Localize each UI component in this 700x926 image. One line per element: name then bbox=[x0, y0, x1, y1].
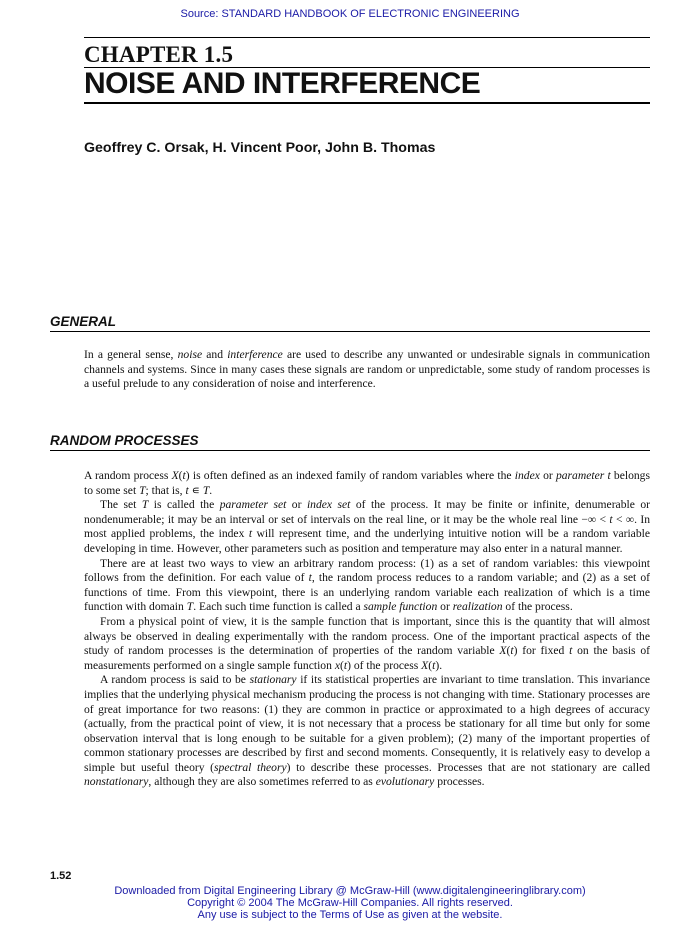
paragraph: A random process X(t) is often defined as an indexed family of random variables where the index or parameter t belongs to some set T; that is, t ∊ T. bbox=[84, 469, 650, 497]
page-number: 1.52 bbox=[50, 870, 72, 882]
footer-copyright: Copyright © 2004 The McGraw-Hill Companies. All rights reserved. bbox=[187, 897, 513, 909]
chapter-title: NOISE AND INTERFERENCE bbox=[84, 67, 481, 100]
chapter-label: CHAPTER 1.5 bbox=[84, 42, 234, 67]
paragraph: From a physical point of view, it is the sample function that is important, since this is the quantity that will almost always be observed in dealing experimentally with the random process. One of the important practical aspects of the study of random processes is the determination of properties of the random variable X(t) for fixed t on the basis of measurements performed on a single sample function x(t) of the process X(t). bbox=[84, 614, 650, 672]
title-rule bbox=[84, 102, 650, 104]
footer-terms-link[interactable]: Any use is subject to the Terms of Use as given at the website. bbox=[197, 909, 503, 921]
section-rule-random bbox=[50, 450, 650, 451]
source-header: Source: STANDARD HANDBOOK OF ELECTRONIC ENGINEERING bbox=[180, 8, 520, 20]
footer-download-link[interactable]: Downloaded from Digital Engineering Library @ McGraw-Hill (www.digitalengineeringlibrary.com) bbox=[114, 885, 586, 897]
top-rule bbox=[84, 37, 650, 38]
general-section-text bbox=[84, 348, 650, 392]
section-rule-general bbox=[50, 331, 650, 332]
paragraph: There are at least two ways to view an arbitrary random process: (1) as a set of random variables: this viewpoint follows from the definition. For each value of t, the random process reduces to a random variable; and (2) as a set of functions of time. From this viewpoint, there is an underlying random variable each realization of which is a time function with domain T. Each such time function is called a sample function or realization of the process. bbox=[84, 556, 650, 614]
section-heading-random-processes: RANDOM PROCESSES bbox=[50, 433, 199, 448]
random-processes-text bbox=[84, 469, 650, 790]
paragraph: In a general sense, noise and interference are used to describe any unwanted or undesirable signals in communication channels and systems. Since in many cases these signals are random or unpredictable, some study of random processes is a useful prelude to any consideration of noise and interference. bbox=[84, 348, 650, 391]
paragraph: A random process is said to be stationary if its statistical properties are invariant to time translation. This invariance implies that the underlying physical mechanism producing the process is not changing with time. Stationary processes are of great importance for two reasons: (1) they are common in practice or approximated to a high degrees of accuracy (actually, from the practical point of view, it is not necessary that a process be stationary for all time but only for some observation interval that is long enough to be suitable for a given problem); (2) many of the important properties of common stationary processes are described by first and second moments. Consequently, it is relatively easy to develop a simple but useful theory (spectral theory) to describe these processes. Processes that are not stationary are called nonstationary, although they are also sometimes referred to as evolutionary processes. bbox=[84, 673, 651, 789]
paragraph: The set T is called the parameter set or index set of the process. It may be finite or infinite, denumerable or nondenumerable; it may be an interval or set of intervals on the real line, or it may be the whole real line −∞ < t < ∞. In most applied problems, the index t will represent time, and the underlying intuitive notion will be a random variable developing in time. However, other parameters such as position and temperature may also enter in a natural manner. bbox=[84, 498, 650, 555]
section-heading-general: GENERAL bbox=[50, 314, 117, 329]
authors: Geoffrey C. Orsak, H. Vincent Poor, John B. Thomas bbox=[84, 140, 436, 156]
